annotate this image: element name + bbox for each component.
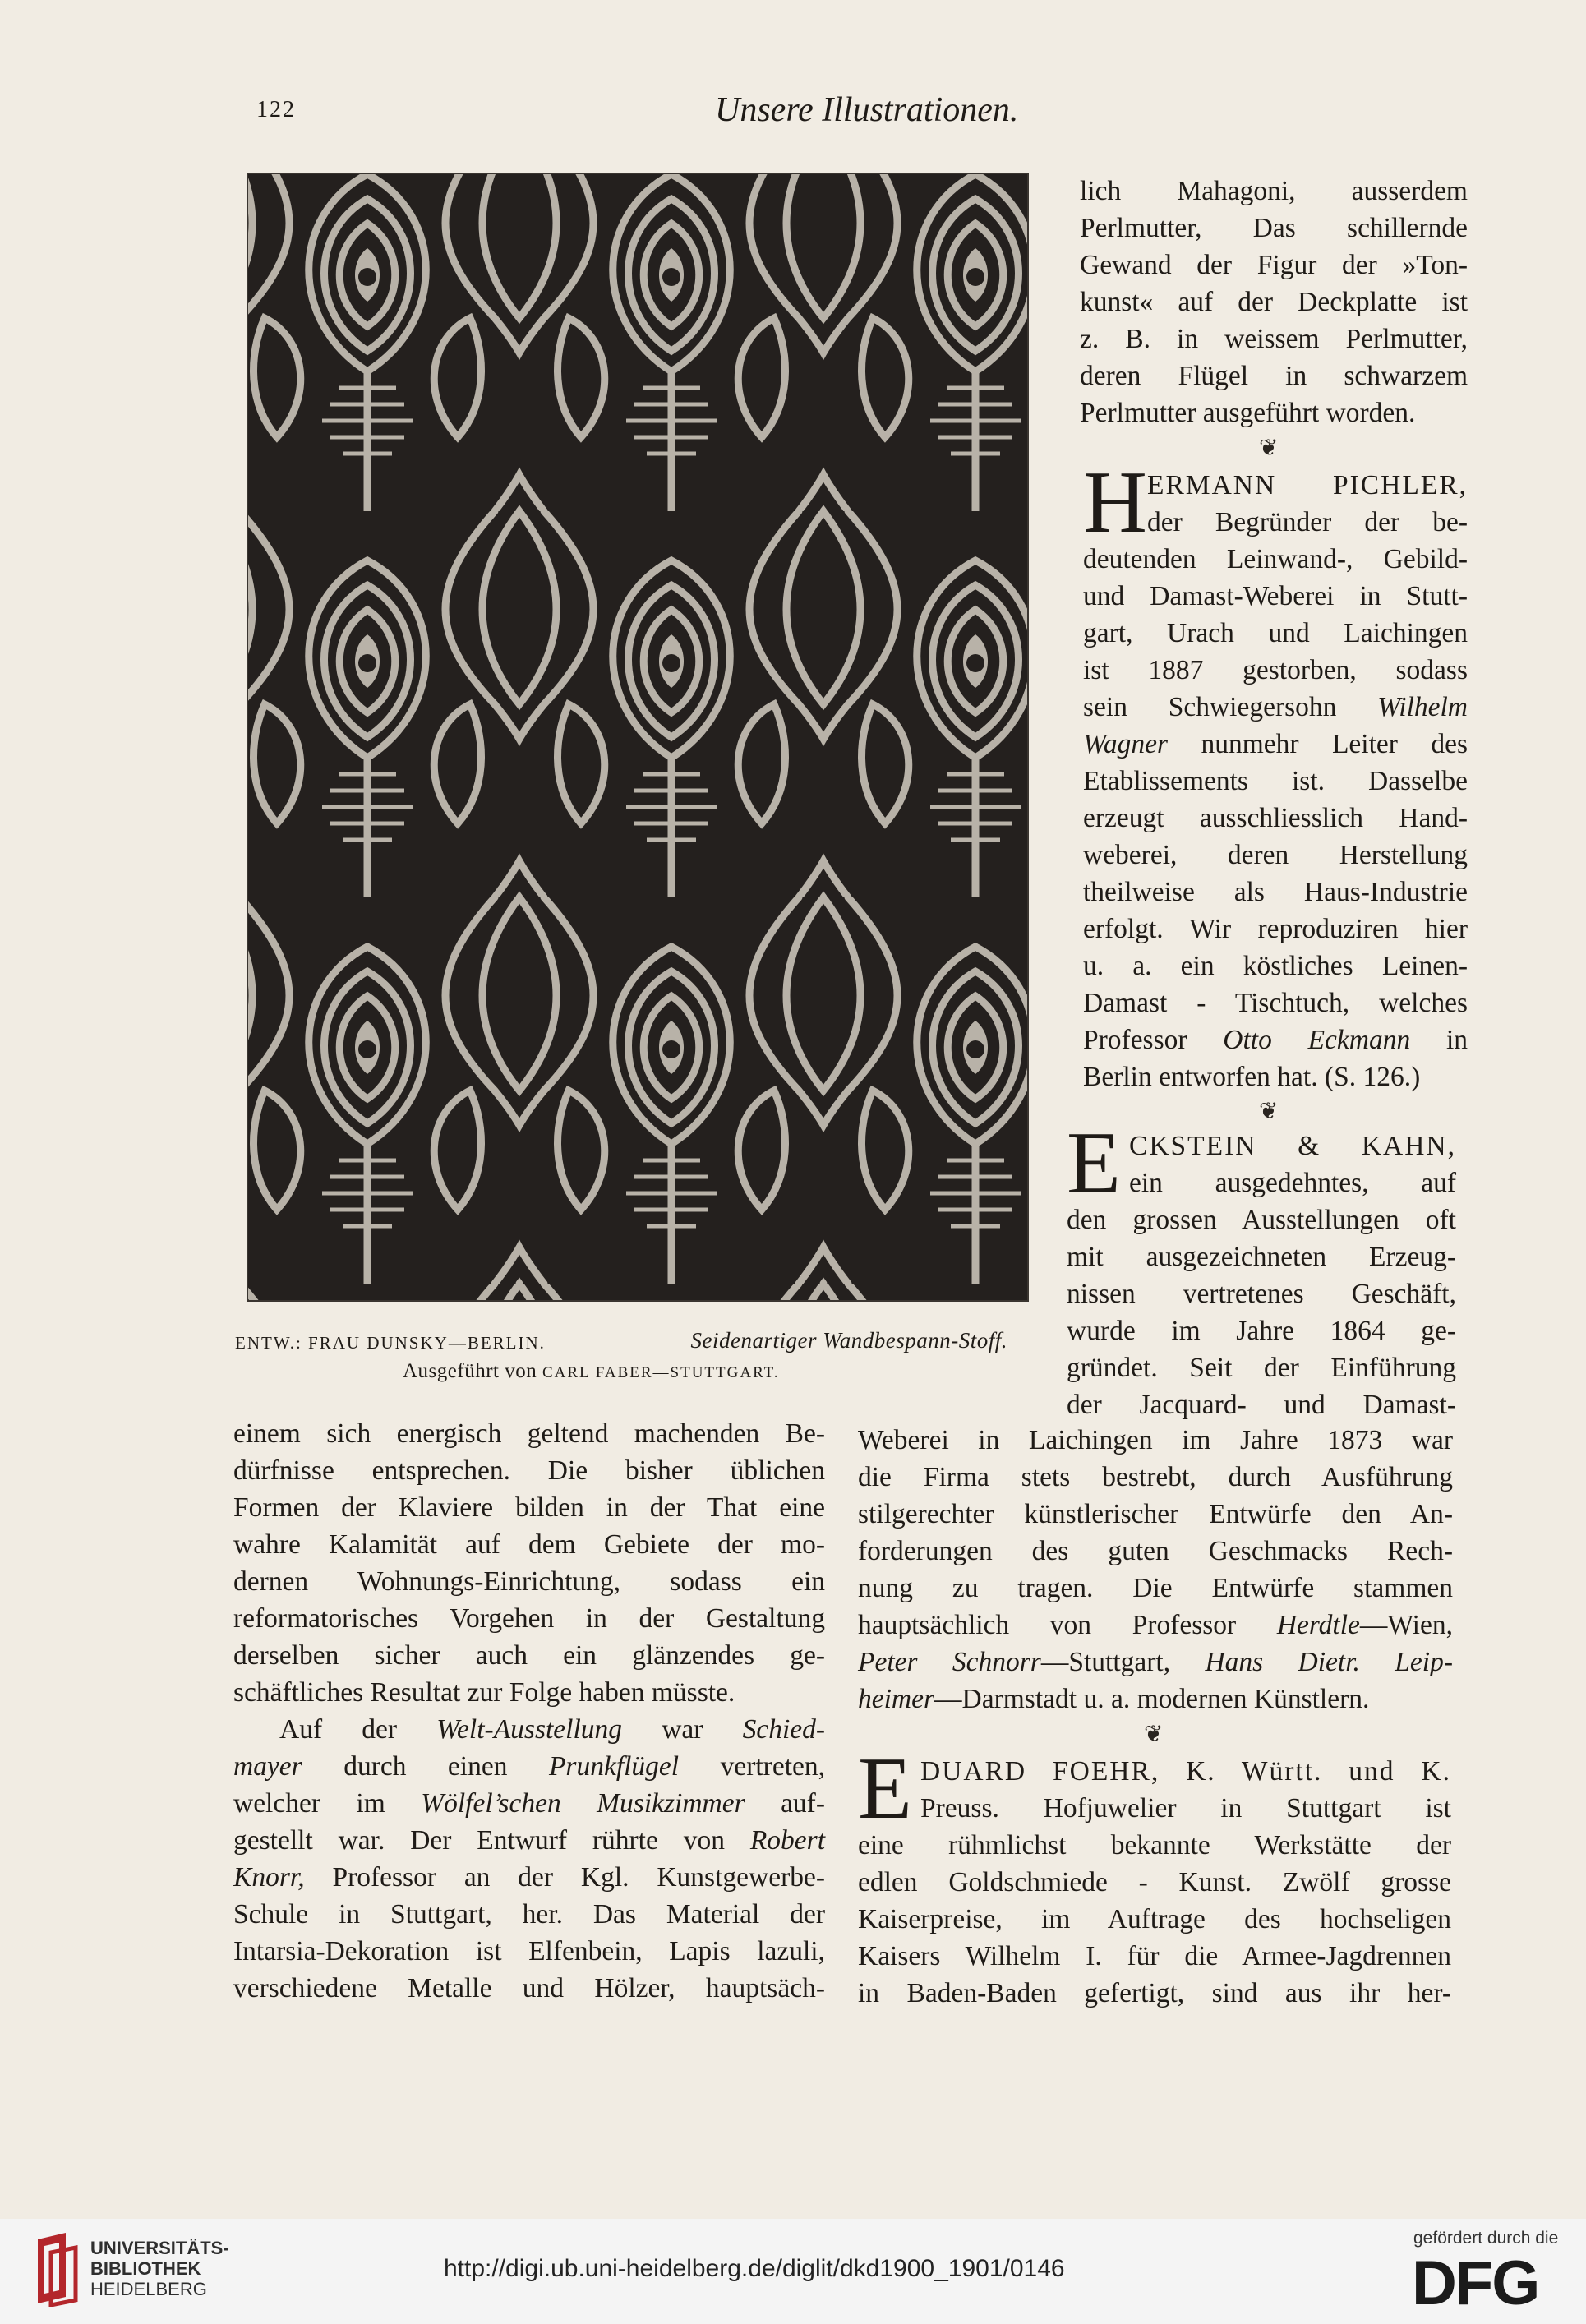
- text-line: einem sich energisch geltend machenden Be-: [233, 1418, 825, 1449]
- text-line: DUARD FOEHR, K. Württ. und K.: [920, 1756, 1451, 1787]
- text-line: sein Schwiegersohn Wilhelm: [1083, 692, 1468, 722]
- text-line: deren Flügel in schwarzem: [1080, 361, 1468, 391]
- text-line: dürfnisse entsprechen. Die bisher üblichen: [233, 1455, 825, 1486]
- dfg-logo: DFG: [1412, 2248, 1539, 2318]
- text-line: derselben sicher auch ein glänzendes ge-: [233, 1640, 825, 1671]
- drop-cap: E: [858, 1740, 912, 1838]
- text-line: Berlin entworfen hat. (S. 126.): [1083, 1062, 1421, 1092]
- text-line: weberei, deren Herstellung: [1083, 840, 1468, 870]
- text-line: gart, Urach und Laichingen: [1083, 618, 1468, 648]
- text-line: Kaiserpreise, im Auftrage des hochseligen: [858, 1904, 1451, 1934]
- caption-executed-prefix: Ausgeführt von: [403, 1360, 537, 1382]
- text-line: eine rühmlichst bekannte Werkstätte der: [858, 1830, 1451, 1861]
- text-line: ist 1887 gestorben, sodass: [1083, 655, 1468, 685]
- caption-title: Seidenartiger Wandbespann-Stoff.: [690, 1328, 1007, 1353]
- caption-executed-name: CARL FABER—STUTTGART.: [542, 1364, 780, 1381]
- text-line: Wagner nunmehr Leiter des: [1083, 729, 1468, 759]
- text-line: z. B. in weissem Perlmutter,: [1080, 324, 1468, 354]
- running-title: Unsere Illustrationen.: [715, 91, 1019, 129]
- text-line: dernen Wohnungs-Einrichtung, sodass ein: [233, 1566, 825, 1597]
- text-line: der Jacquard- und Damast-: [1067, 1390, 1456, 1420]
- text-line: Professor Otto Eckmann in: [1083, 1025, 1468, 1055]
- text-line: welcher im Wölfel’schen Musikzimmer auf-: [233, 1788, 825, 1819]
- text-line: Gewand der Figur der »Ton-: [1080, 250, 1468, 280]
- text-line: lich Mahagoni, ausserdem: [1080, 176, 1468, 206]
- text-line: Weberei in Laichingen im Jahre 1873 war: [858, 1425, 1453, 1455]
- text-line: nung zu tragen. Die Entwürfe stammen: [858, 1573, 1453, 1603]
- text-line: CKSTEIN & KAHN,: [1129, 1131, 1456, 1161]
- fleuron-ornament: ❦: [1259, 436, 1279, 461]
- text-line: den grossen Ausstellungen oft: [1067, 1205, 1456, 1235]
- text-line: wurde im Jahre 1864 ge-: [1067, 1316, 1456, 1346]
- right-column-top: [1080, 173, 1468, 431]
- text-line: ein ausgedehntes, auf: [1129, 1168, 1456, 1198]
- fleuron-ornament: ❦: [1259, 1099, 1279, 1124]
- text-line: und Damast-Weberei in Stutt-: [1083, 581, 1468, 611]
- text-line: Preuss. Hofjuwelier in Stuttgart ist: [920, 1793, 1451, 1824]
- text-line: stilgerechter künstlerischer Entwürfe den An-: [858, 1499, 1453, 1529]
- funding-note: gefördert durch die: [1413, 2229, 1559, 2248]
- textile-illustration: [247, 173, 1029, 1302]
- text-line: Auf der Welt-Ausstellung war Schied-: [279, 1714, 826, 1745]
- source-url-link[interactable]: http://digi.ub.uni-heidelberg.de/diglit/dkd1900_1901/0146: [444, 2255, 1065, 2282]
- drop-cap: E: [1067, 1114, 1121, 1212]
- text-line: reformatorisches Vorgehen in der Gestaltung: [233, 1603, 825, 1634]
- text-line: heimer—Darmstadt u. a. modernen Künstlern.: [858, 1684, 1370, 1714]
- text-line: Perlmutter ausgeführt worden.: [1080, 398, 1416, 428]
- text-line: Damast - Tischtuch, welches: [1083, 988, 1468, 1018]
- text-line: u. a. ein köstliches Leinen-: [1083, 951, 1468, 981]
- text-line: kunst« auf der Deckplatte ist: [1080, 287, 1468, 317]
- university-library-logo-icon: [33, 2231, 81, 2311]
- caption-line-1: [235, 1328, 1007, 1353]
- text-line: forderungen des guten Geschmacks Rech-: [858, 1536, 1453, 1566]
- left-column-bottom: [233, 1415, 825, 2007]
- text-line: Etablissements ist. Dasselbe: [1083, 766, 1468, 796]
- text-line: Knorr, Professor an der Kgl. Kunstgewerbe-: [233, 1862, 825, 1893]
- text-line: nissen vertretenes Geschäft,: [1067, 1279, 1456, 1309]
- drop-cap: H: [1083, 454, 1147, 551]
- text-line: hauptsächlich von Professor Herdtle—Wien,: [858, 1610, 1453, 1640]
- text-line: Formen der Klaviere bilden in der That eine: [233, 1492, 825, 1523]
- text-line: gestellt war. Der Entwurf rührte von Robert: [233, 1825, 826, 1856]
- text-line: Intarsia-Dekoration ist Elfenbein, Lapis lazuli,: [233, 1936, 825, 1967]
- text-line: gründet. Seit der Einführung: [1067, 1353, 1456, 1383]
- text-line: der Begründer der be-: [1147, 507, 1468, 537]
- text-line: verschiedene Metalle und Hölzer, hauptsäch-: [233, 1973, 825, 2004]
- caption-designer: ENTW.: FRAU DUNSKY—BERLIN.: [235, 1333, 546, 1353]
- text-line: erzeugt ausschliesslich Hand-: [1083, 803, 1468, 833]
- text-line: Perlmutter, Das schillernde: [1080, 213, 1468, 243]
- text-line: erfolgt. Wir reproduziren hier: [1083, 914, 1468, 944]
- page-number: 122: [256, 97, 296, 122]
- caption-line-2: [403, 1360, 780, 1383]
- text-line: schäftliches Resultat zur Folge haben müsste.: [233, 1677, 735, 1708]
- text-line: wahre Kalamität auf dem Gebiete der mo-: [233, 1529, 825, 1560]
- text-line: mit ausgezeichneten Erzeug-: [1067, 1242, 1456, 1272]
- text-line: die Firma stets bestrebt, durch Ausführung: [858, 1462, 1453, 1492]
- text-line: Schule in Stuttgart, her. Das Material der: [233, 1899, 825, 1930]
- text-line: Kaisers Wilhelm I. für die Armee-Jagdrennen: [858, 1941, 1451, 1971]
- fleuron-ornament: ❦: [1144, 1722, 1164, 1747]
- text-line: edlen Goldschmiede - Kunst. Zwölf grosse: [858, 1867, 1451, 1897]
- peacock-pattern-image: [248, 174, 1027, 1300]
- text-line: Peter Schnorr—Stuttgart, Hans Dietr. Leip-: [858, 1647, 1453, 1677]
- text-line: theilweise als Haus-Industrie: [1083, 877, 1468, 907]
- text-line: deutenden Leinwand-, Gebild-: [1083, 544, 1468, 574]
- text-line: mayer durch einen Prunkflügel vertreten,: [233, 1751, 826, 1782]
- library-name: UNIVERSITÄTS- BIBLIOTHEK HEIDELBERG: [90, 2238, 229, 2299]
- text-line: in Baden-Baden gefertigt, sind aus ihr her-: [858, 1978, 1451, 2008]
- right-column-bottom: [858, 1422, 1453, 1718]
- text-line: ERMANN PICHLER,: [1147, 470, 1468, 500]
